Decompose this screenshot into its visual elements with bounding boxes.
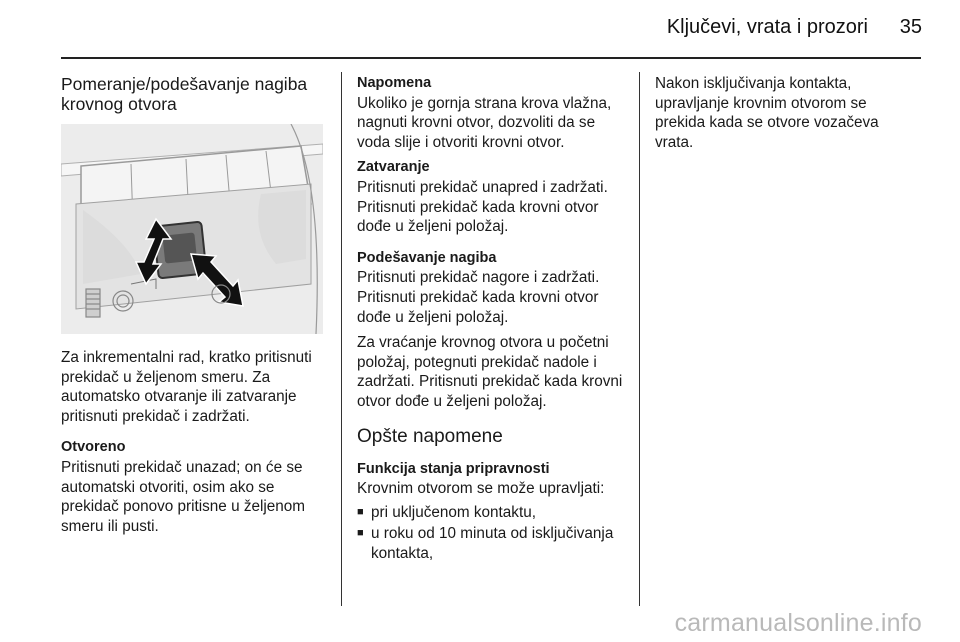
paragraph-incremental: Za inkrementalni rad, kratko pritisnuti prekidač u željenom smeru. Za automatsko otvaranje ili zatvaranje pritisnuti prekidač i zadržati. [61,349,312,425]
subheading-note: Napomena [357,75,432,91]
watermark: carmanualsonline.info [674,609,922,637]
header-rule [61,57,921,59]
column-divider-left [341,72,342,606]
sunroof-switch-figure [61,124,323,334]
standby-bullet-list [357,503,627,564]
column-3 [655,74,921,164]
paragraph-open: Pritisnuti prekidač unazad; on će se automatski otvoriti, osim ako se prekidač ponovo pritisne u željenom smeru ili pusti. [61,458,306,535]
bullet-square-icon: ■ [357,527,364,540]
page-number: 35 [899,16,922,38]
column-2 [357,74,627,565]
list-item [357,524,627,563]
paragraph-standby: Krovnim otvorom se može upravljati: [357,480,605,498]
paragraph-ignition-off: Nakon isključivanja kontakta, upravljanje krovnim otvorom se prekida kada se otvore vozačeva vrata. [655,75,879,151]
list-item [357,503,627,523]
list-item-text: pri uključenom kontaktu, [371,503,536,521]
paragraph-note: Ukoliko je gornja strana krova vlažna, nagnuti krovni otvor, dozvoliti da se voda slije i otvoriti krovni otvor. [357,94,612,151]
paragraph-tilt-1: Pritisnuti prekidač nagore i zadržati. Pritisnuti prekidač kada krovni otvor dođe u željeni položaj. [357,269,600,326]
bullet-square-icon: ■ [357,505,364,518]
paragraph-tilt-2: Za vraćanje krovnog otvora u početni položaj, potegnuti prekidač nadole i zadržati. Pritisnuti prekidač kada krovni otvor dođe u željeni položaj. [357,334,623,410]
subheading-tilt: Podešavanje nagiba [357,249,497,266]
paragraph-close: Pritisnuti prekidač unapred i zadržati. Pritisnuti prekidač kada krovni otvor dođe u željeni položaj. [357,178,608,236]
subheading-open: Otvoreno [61,439,126,456]
column-divider-right [639,72,640,606]
section-title-general: Opšte napomene [357,425,503,447]
subheading-standby: Funkcija stanja pripravnosti [357,460,550,477]
column-1 [61,74,327,548]
section-title-sunroof: Pomeranje/podešavanje nagiba krovnog otvora [61,74,308,114]
page-header-title: Ključevi, vrata i prozori [666,16,868,38]
list-item-text: u roku od 10 minuta od isključivanja kontakta, [371,525,614,562]
subheading-close: Zatvaranje [357,159,430,176]
sunroof-switch-illustration-icon [61,124,323,334]
